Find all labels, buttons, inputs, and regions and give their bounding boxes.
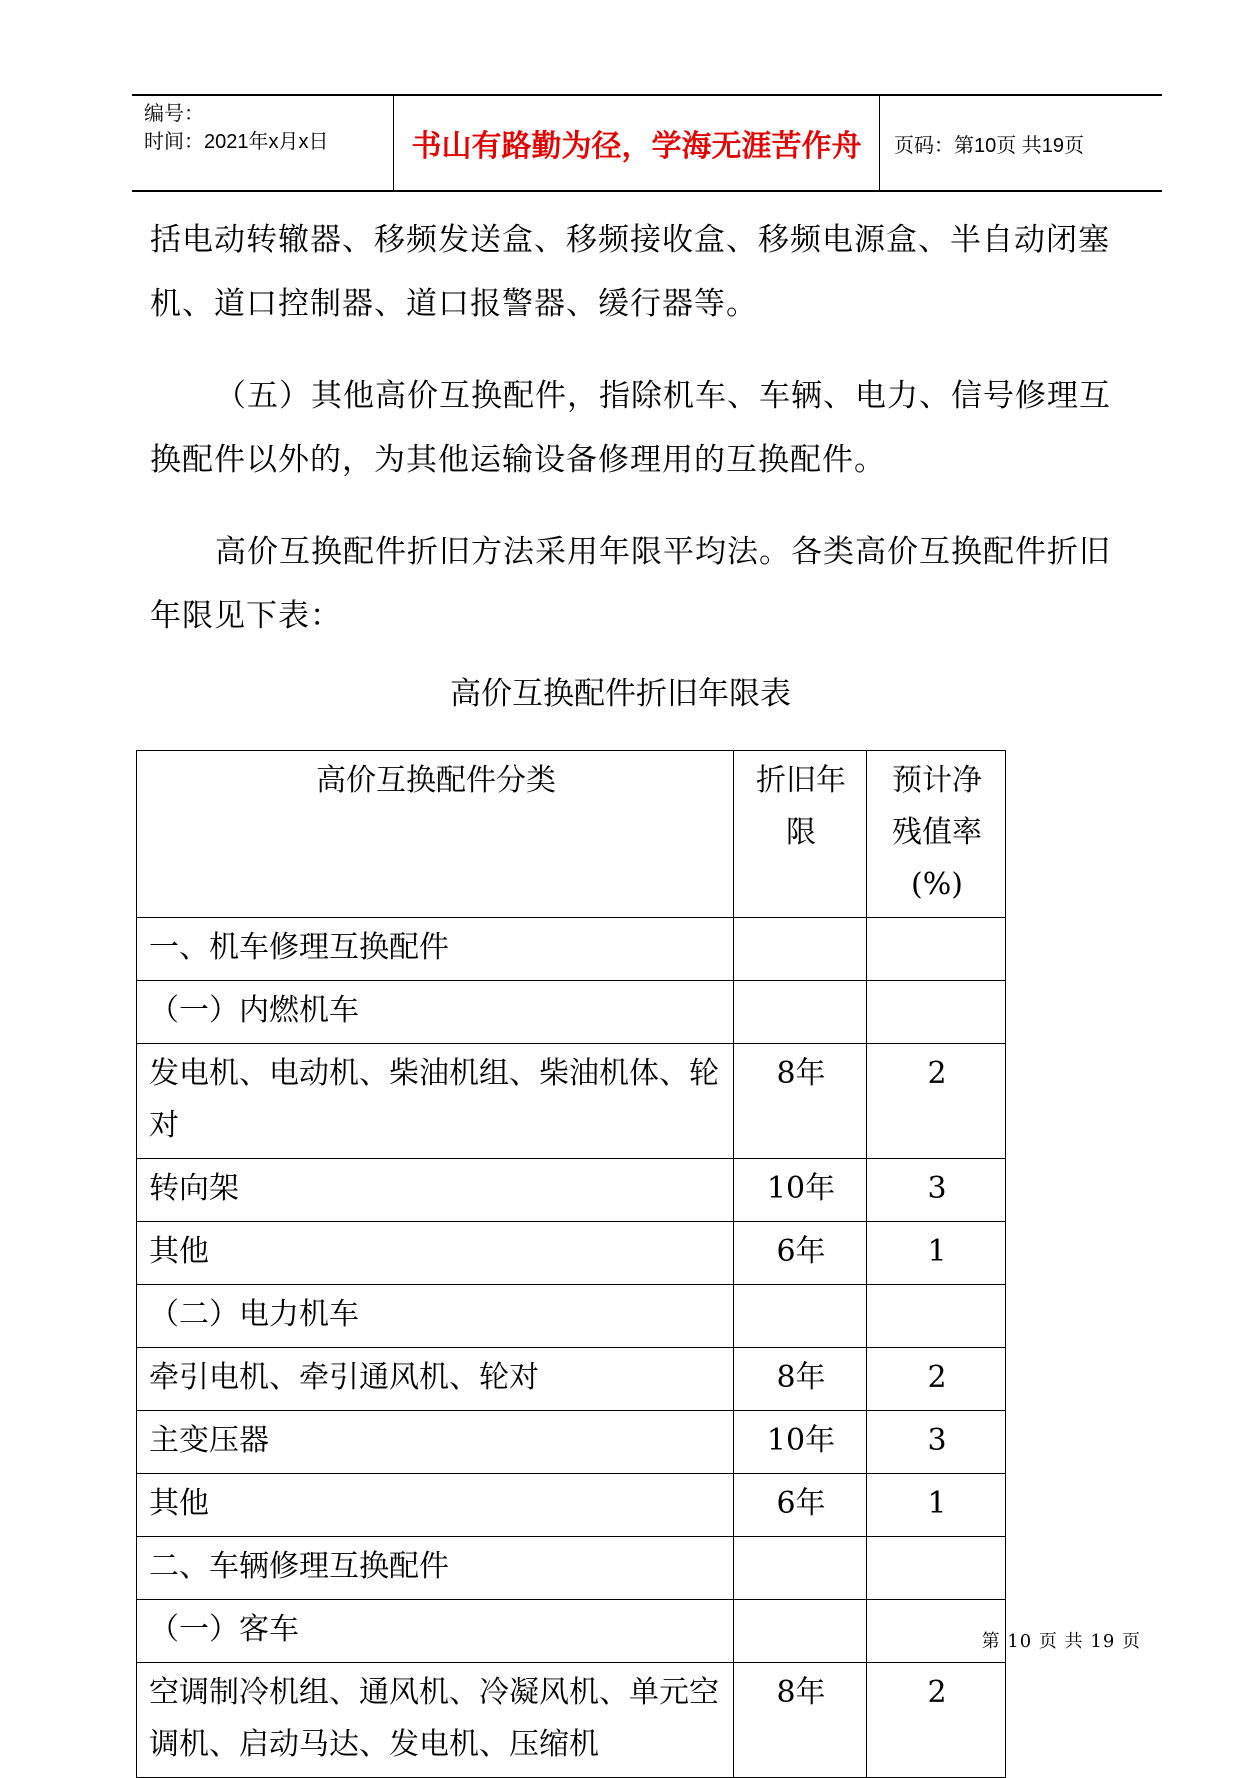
- header-residual-rate: 预计净残值率(%): [867, 751, 1006, 918]
- row-residual-rate: [867, 1285, 1006, 1348]
- paragraph-1: 括电动转辙器、移频发送盒、移频接收盒、移频电源盒、半自动闭塞机、道口控制器、道口报警器、缓行器等。: [150, 222, 1110, 322]
- table-row: [137, 981, 1006, 1044]
- row-residual-rate: 2: [867, 1348, 1006, 1411]
- header-left-cell: [132, 96, 394, 190]
- row-residual-rate: 1: [867, 1474, 1006, 1537]
- header-category: 高价互换配件分类: [137, 751, 734, 918]
- header-years: 折旧年限: [734, 751, 867, 918]
- row-category: 其他: [137, 1474, 734, 1537]
- table-row: [137, 1348, 1006, 1411]
- row-years: [734, 1600, 867, 1663]
- row-category: 一、机车修理互换配件: [137, 918, 734, 981]
- row-years: 6年: [734, 1222, 867, 1285]
- row-category: 转向架: [137, 1159, 734, 1222]
- table-row: [137, 1537, 1006, 1600]
- motto: 书山有路勤为径，学海无涯苦作舟: [411, 129, 862, 164]
- page-code: 页码：第10页 共19页: [894, 134, 1085, 157]
- row-residual-rate: 3: [867, 1159, 1006, 1222]
- row-category: 牵引电机、牵引通风机、轮对: [137, 1348, 734, 1411]
- depreciation-table: [136, 750, 1006, 1778]
- table-row: [137, 1159, 1006, 1222]
- table-title: 高价互换配件折旧年限表: [450, 676, 791, 712]
- header-motto-cell: [394, 96, 880, 190]
- row-residual-rate: 1: [867, 1222, 1006, 1285]
- paragraph-2: （五）其他高价互换配件，指除机车、车辆、电力、信号修理互换配件以外的，为其他运输设备修理用的互换配件。: [150, 378, 1111, 478]
- row-category: 其他: [137, 1222, 734, 1285]
- row-years: 10年: [734, 1159, 867, 1222]
- row-years: 6年: [734, 1474, 867, 1537]
- table-row: [137, 1411, 1006, 1474]
- row-category: 发电机、电动机、柴油机组、柴油机体、轮对: [137, 1044, 734, 1159]
- row-years: 8年: [734, 1044, 867, 1159]
- row-residual-rate: 2: [867, 1044, 1006, 1159]
- header-right-cell: [880, 96, 1162, 190]
- row-years: [734, 918, 867, 981]
- row-residual-rate: [867, 981, 1006, 1044]
- row-category: 空调制冷机组、通风机、冷凝风机、单元空调机、启动马达、发电机、压缩机: [137, 1663, 734, 1778]
- row-category: 二、车辆修理互换配件: [137, 1537, 734, 1600]
- table-row: [137, 1474, 1006, 1537]
- table-row: [137, 1600, 1006, 1663]
- row-category: 主变压器: [137, 1411, 734, 1474]
- row-residual-rate: [867, 1537, 1006, 1600]
- row-category: （二）电力机车: [137, 1285, 734, 1348]
- row-years: [734, 1285, 867, 1348]
- table-row: [137, 1285, 1006, 1348]
- page-footer: 第 10 页 共 19 页: [981, 1631, 1141, 1652]
- table-row: [137, 1663, 1006, 1778]
- row-category: （一）客车: [137, 1600, 734, 1663]
- table-header-row: [137, 751, 1006, 918]
- table-row: [137, 918, 1006, 981]
- row-residual-rate: 2: [867, 1663, 1006, 1778]
- row-years: [734, 1537, 867, 1600]
- page-header: [132, 94, 1162, 192]
- table-row: [137, 1044, 1006, 1159]
- table-row: [137, 1222, 1006, 1285]
- number-label: 编号：: [144, 103, 204, 125]
- time-label: 时间：2021年x月x日: [144, 131, 329, 153]
- row-years: 8年: [734, 1663, 867, 1778]
- row-years: [734, 981, 867, 1044]
- row-years: 10年: [734, 1411, 867, 1474]
- paragraph-3: 高价互换配件折旧方法采用年限平均法。各类高价互换配件折旧年限见下表：: [150, 534, 1111, 634]
- row-years: 8年: [734, 1348, 867, 1411]
- row-residual-rate: 3: [867, 1411, 1006, 1474]
- row-residual-rate: [867, 918, 1006, 981]
- row-category: （一）内燃机车: [137, 981, 734, 1044]
